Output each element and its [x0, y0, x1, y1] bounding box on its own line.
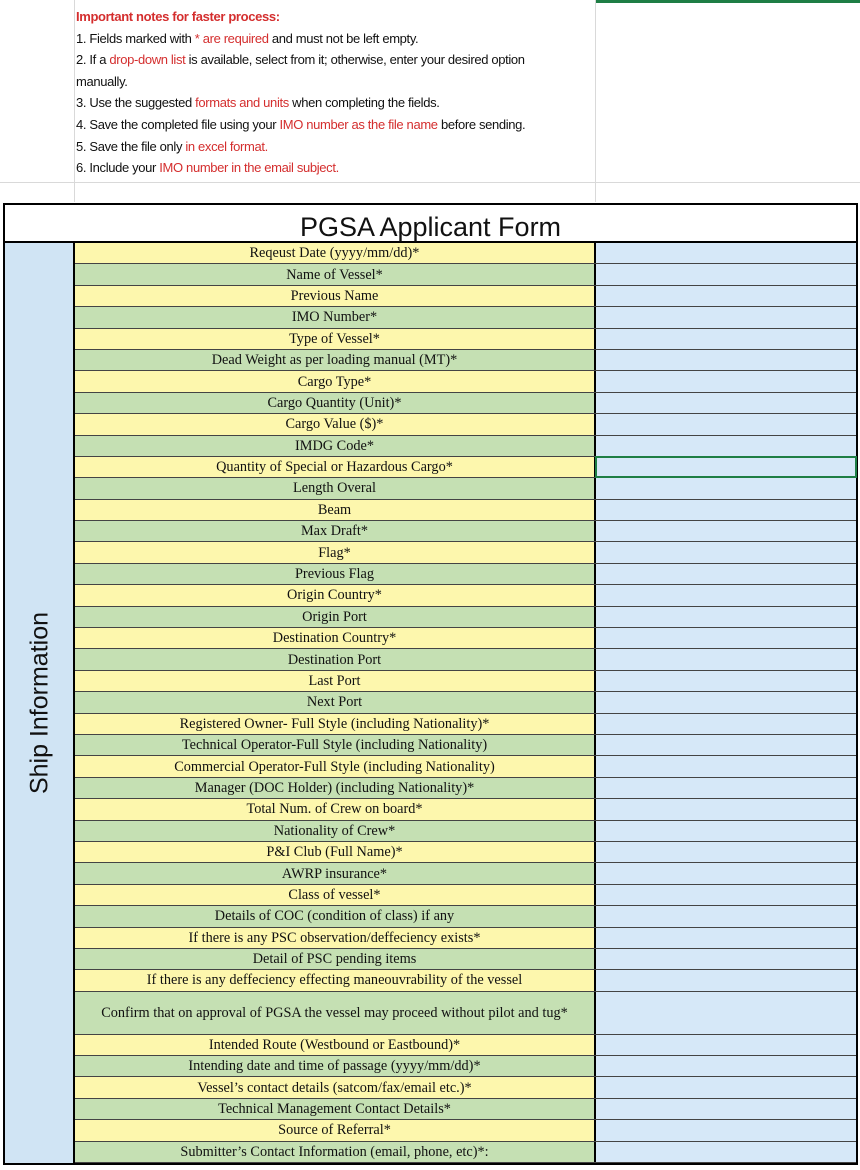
field-input-cell[interactable]: [596, 243, 856, 263]
field-input-cell[interactable]: [596, 778, 856, 798]
field-label[interactable]: Cargo Quantity (Unit)*: [75, 393, 596, 413]
field-input-cell[interactable]: [596, 414, 856, 434]
field-label[interactable]: IMDG Code*: [75, 436, 596, 456]
field-label[interactable]: Type of Vessel*: [75, 329, 596, 349]
field-input-cell[interactable]: [596, 1120, 856, 1140]
field-input-cell[interactable]: [596, 842, 856, 862]
form-row: [75, 970, 856, 991]
field-input-cell[interactable]: [596, 393, 856, 413]
field-input-cell[interactable]: [596, 735, 856, 755]
field-input-cell[interactable]: [596, 1142, 856, 1162]
note-highlight: IMO number in the email subject.: [159, 160, 339, 176]
form-row: [75, 992, 856, 1035]
form-row: [75, 329, 856, 350]
note-5: [76, 136, 594, 158]
notes-title: Important notes for faster process:: [76, 9, 280, 24]
section-panel[interactable]: [5, 243, 75, 1163]
form-row: [75, 756, 856, 777]
form-row: [75, 842, 856, 863]
form-row: [75, 521, 856, 542]
note-1: [76, 28, 594, 50]
form-row: [75, 949, 856, 970]
form-row: [75, 607, 856, 628]
field-label[interactable]: IMO Number*: [75, 307, 596, 327]
field-label[interactable]: Dead Weight as per loading manual (MT)*: [75, 350, 596, 370]
form-row: [75, 307, 856, 328]
field-input-cell[interactable]: [596, 585, 856, 605]
note-6: [76, 157, 594, 179]
form-row: [75, 414, 856, 435]
field-input-cell[interactable]: [596, 286, 856, 306]
field-label[interactable]: Previous Name: [75, 286, 596, 306]
field-label[interactable]: Technical Management Contact Details*: [75, 1099, 596, 1119]
form-row: [75, 500, 856, 521]
field-label[interactable]: Source of Referral*: [75, 1120, 596, 1140]
selection-indicator: [596, 0, 860, 3]
form-row: [75, 671, 856, 692]
field-label[interactable]: Manager (DOC Holder) (including Nationality)*: [75, 778, 596, 798]
note-highlight: in excel format.: [185, 138, 268, 154]
form-row: [75, 885, 856, 906]
form-row: [75, 735, 856, 756]
column-a-cell[interactable]: [0, 0, 75, 202]
field-label[interactable]: Cargo Type*: [75, 371, 596, 391]
note-text: 6. Include your: [76, 160, 160, 176]
form-row: [75, 457, 856, 478]
form-row: [75, 350, 856, 371]
form-row: [75, 863, 856, 884]
field-input-cell[interactable]: [596, 542, 856, 562]
field-label[interactable]: Origin Country*: [75, 585, 596, 605]
note-text: 1. Fields marked with: [76, 30, 195, 46]
field-input-cell[interactable]: [596, 500, 856, 520]
notes-area: [0, 0, 860, 202]
note-2-continued: manually.: [76, 73, 128, 89]
field-input-cell[interactable]: [596, 885, 856, 905]
form-row: [75, 628, 856, 649]
field-label[interactable]: Total Num. of Crew on board*: [75, 799, 596, 819]
field-label[interactable]: Commercial Operator-Full Style (including Nationality): [75, 756, 596, 776]
form-row: [75, 264, 856, 285]
field-input-cell[interactable]: [596, 478, 856, 498]
note-text: 2. If a: [76, 52, 110, 68]
note-highlight: formats and units: [195, 95, 289, 111]
form-rows: [75, 243, 856, 1163]
field-label[interactable]: Previous Flag: [75, 564, 596, 584]
field-input-cell[interactable]: [596, 863, 856, 883]
field-label[interactable]: Technical Operator-Full Style (including Nationality): [75, 735, 596, 755]
field-input-cell[interactable]: [596, 799, 856, 819]
form-row: [75, 1142, 856, 1163]
field-input-cell[interactable]: [596, 1077, 856, 1097]
field-input-cell[interactable]: [596, 371, 856, 391]
form-row: [75, 585, 856, 606]
form-row: [75, 649, 856, 670]
field-label[interactable]: Flag*: [75, 542, 596, 562]
field-label[interactable]: Origin Port: [75, 607, 596, 627]
field-label[interactable]: P&I Club (Full Name)*: [75, 842, 596, 862]
form-row: [75, 1056, 856, 1077]
note-highlight: drop-down list: [109, 52, 186, 68]
form-row: [75, 821, 856, 842]
form-row: [75, 371, 856, 392]
field-label[interactable]: Details of COC (condition of class) if any: [75, 906, 596, 926]
note-2: [76, 49, 594, 71]
field-input-cell[interactable]: [596, 671, 856, 691]
field-label[interactable]: Quantity of Special or Hazardous Cargo*: [75, 457, 596, 477]
field-input-cell[interactable]: [596, 692, 856, 712]
form-row: [75, 564, 856, 585]
field-input-cell[interactable]: [596, 928, 856, 948]
note-text: and must not be left empty.: [268, 30, 419, 46]
field-label[interactable]: Name of Vessel*: [75, 264, 596, 284]
note-text: 3. Use the suggested: [76, 95, 196, 111]
field-input-cell[interactable]: [596, 1099, 856, 1119]
field-input-cell[interactable]: [596, 264, 856, 284]
field-input-cell[interactable]: [596, 949, 856, 969]
form-row: [75, 393, 856, 414]
note-text: 4. Save the completed file using your: [76, 116, 280, 132]
field-input-cell[interactable]: [596, 607, 856, 627]
form-row: [75, 542, 856, 563]
applicant-form: [3, 203, 858, 1165]
field-label[interactable]: If there is any PSC observation/deffeciency exists*: [75, 928, 596, 948]
field-input-cell[interactable]: [596, 628, 856, 648]
field-input-cell[interactable]: [596, 521, 856, 541]
field-input-cell[interactable]: [596, 821, 856, 841]
form-row: [75, 799, 856, 820]
field-label[interactable]: Vessel’s contact details (satcom/fax/email etc.)*: [75, 1077, 596, 1097]
field-input-cell[interactable]: [596, 906, 856, 926]
form-row: [75, 1120, 856, 1141]
note-text: when completing the fields.: [288, 95, 440, 111]
form-title[interactable]: PGSA Applicant Form: [5, 205, 856, 243]
field-label[interactable]: AWRP insurance*: [75, 863, 596, 883]
form-row: [75, 243, 856, 264]
note-highlight: IMO number as the file name: [279, 116, 438, 132]
field-label[interactable]: Next Port: [75, 692, 596, 712]
field-input-cell[interactable]: [596, 756, 856, 776]
field-label[interactable]: Cargo Value ($)*: [75, 414, 596, 434]
form-row: [75, 1099, 856, 1120]
form-row: [75, 436, 856, 457]
field-label[interactable]: Confirm that on approval of PGSA the vessel may proceed without pilot and tug*: [75, 992, 596, 1034]
field-label[interactable]: Length Overal: [75, 478, 596, 498]
field-input-cell[interactable]: [596, 329, 856, 349]
note-text: is available, select from it; otherwise, enter your desired option: [185, 52, 525, 68]
field-input-cell[interactable]: [596, 457, 856, 477]
field-label[interactable]: Submitter’s Contact Information (email, phone, etc)*:: [75, 1142, 596, 1162]
field-label[interactable]: Destination Port: [75, 649, 596, 669]
important-notes[interactable]: [76, 6, 594, 179]
note-4: [76, 114, 594, 136]
note-text: before sending.: [437, 116, 526, 132]
field-label[interactable]: Intending date and time of passage (yyyy/mm/dd)*: [75, 1056, 596, 1076]
field-label[interactable]: Intended Route (Westbound or Eastbound)*: [75, 1035, 596, 1055]
note-text: 5. Save the file only: [76, 138, 186, 154]
field-input-cell[interactable]: [596, 970, 856, 990]
field-label[interactable]: Max Draft*: [75, 521, 596, 541]
form-row: [75, 928, 856, 949]
field-label[interactable]: Detail of PSC pending items: [75, 949, 596, 969]
form-row: [75, 906, 856, 927]
form-row: [75, 1077, 856, 1098]
form-row: [75, 1035, 856, 1056]
field-label[interactable]: Reqeust Date (yyyy/mm/dd)*: [75, 243, 596, 263]
form-row: [75, 286, 856, 307]
field-input-cell[interactable]: [596, 1056, 856, 1076]
field-input-cell[interactable]: [596, 307, 856, 327]
form-row: [75, 692, 856, 713]
field-label[interactable]: Destination Country*: [75, 628, 596, 648]
form-row: [75, 478, 856, 499]
section-label: Ship Information: [25, 611, 54, 795]
field-input-cell[interactable]: [596, 350, 856, 370]
field-input-cell[interactable]: [596, 564, 856, 584]
form-row: [75, 714, 856, 735]
column-c-cell[interactable]: [595, 0, 860, 202]
field-label[interactable]: If there is any deffeciency effecting maneouvrability of the vessel: [75, 970, 596, 990]
form-row: [75, 778, 856, 799]
field-label[interactable]: Registered Owner- Full Style (including Nationality)*: [75, 714, 596, 734]
field-label[interactable]: Beam: [75, 500, 596, 520]
field-label[interactable]: Nationality of Crew*: [75, 821, 596, 841]
field-label[interactable]: Class of vessel*: [75, 885, 596, 905]
note-highlight: * are required: [194, 30, 269, 46]
field-input-cell[interactable]: [596, 1035, 856, 1055]
cell-gridline: [0, 182, 860, 183]
field-input-cell[interactable]: [596, 436, 856, 456]
field-input-cell[interactable]: [596, 714, 856, 734]
field-label[interactable]: Last Port: [75, 671, 596, 691]
field-input-cell[interactable]: [596, 649, 856, 669]
field-input-cell[interactable]: [596, 992, 856, 1034]
note-3: [76, 92, 594, 114]
